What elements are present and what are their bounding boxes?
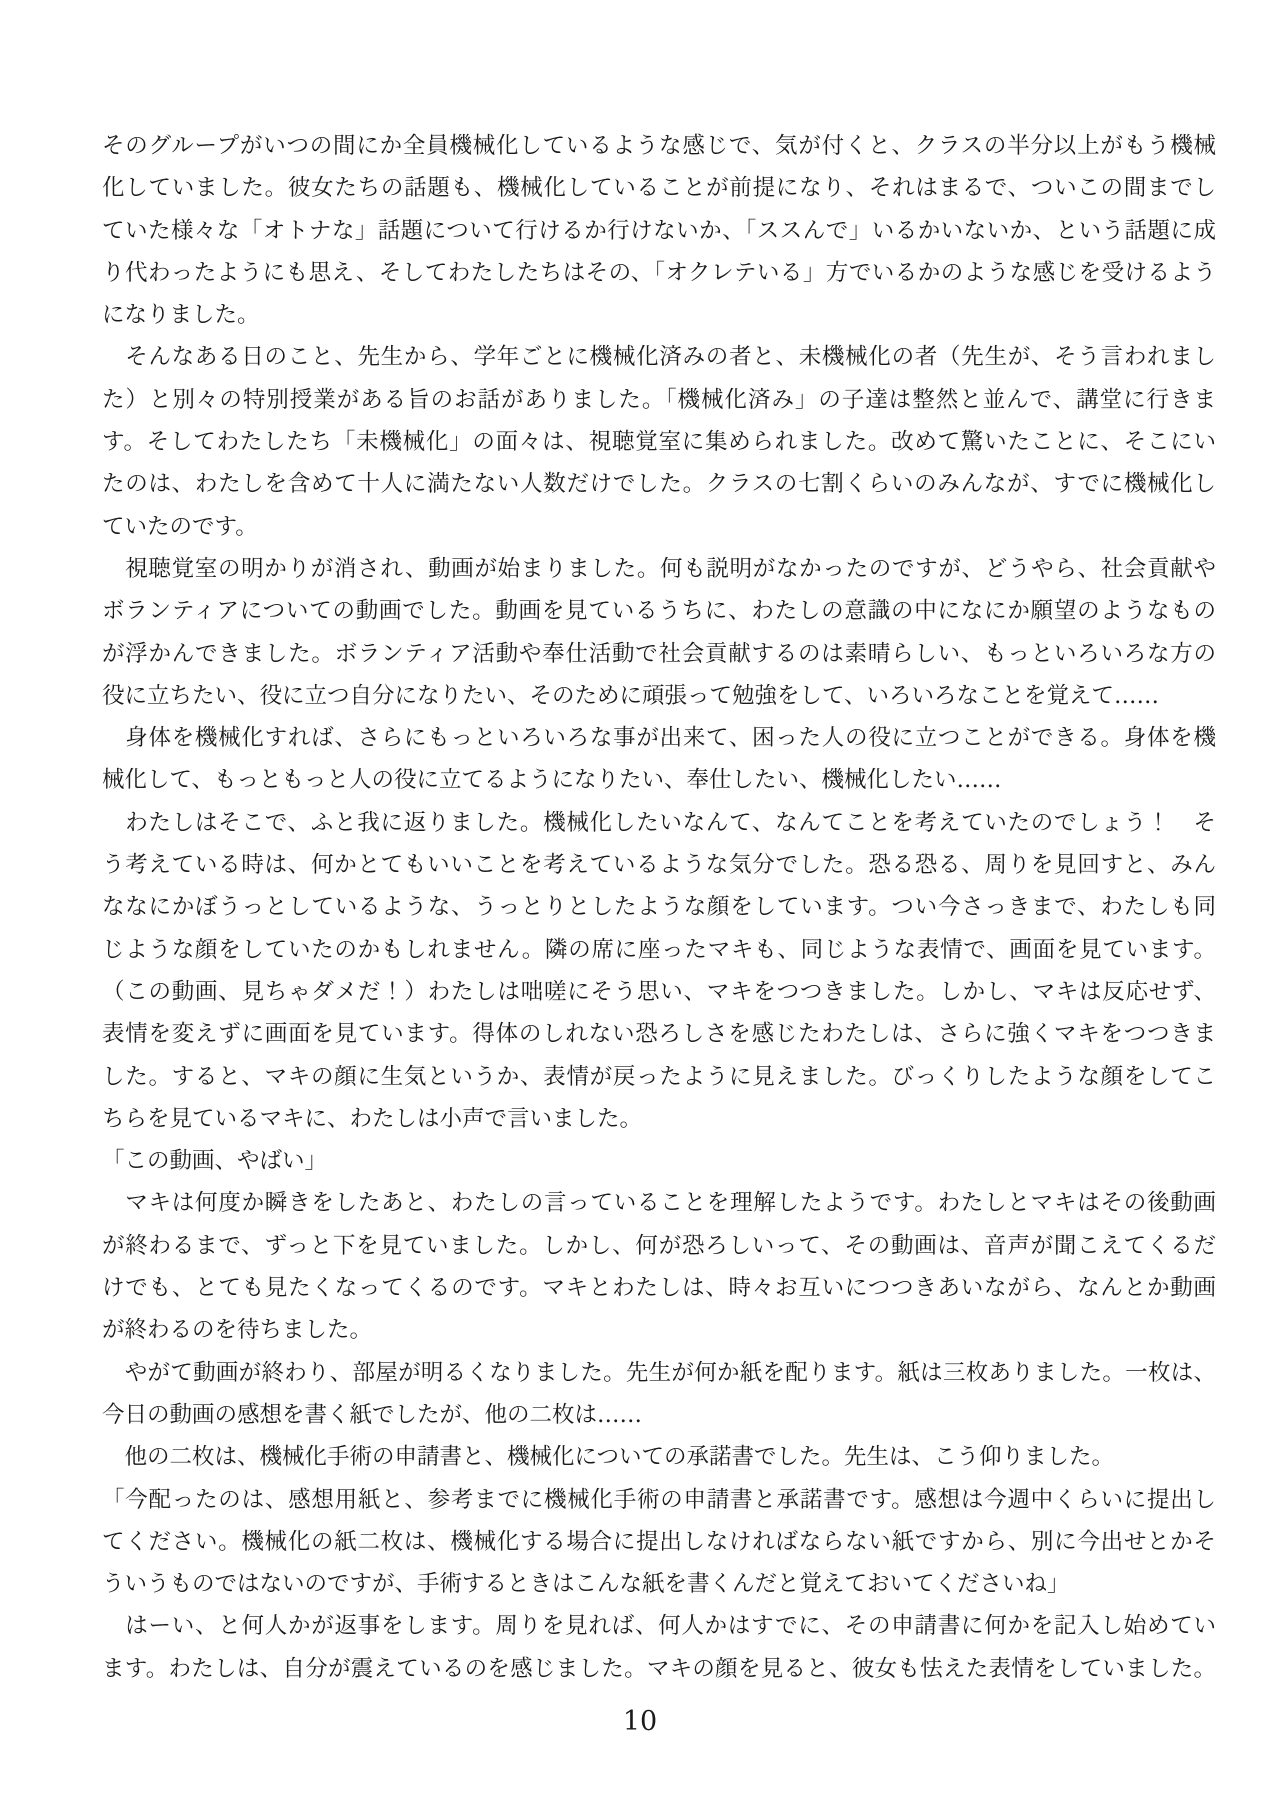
text-line: した。すると、マキの顔に生気というか、表情が戻ったように見えました。びっくりしたような顔をしてこ — [102, 1063, 1216, 1090]
text-line: た）と別々の特別授業がある旨のお話がありました。「機械化済み」の子達は整然と並んで、講堂に行きま — [102, 386, 1216, 413]
text-line: たのは、わたしを含めて十人に満たない人数だけでした。クラスの七割くらいのみんなが、すでに機械化し — [102, 471, 1216, 498]
text-line: ボランティアについての動画でした。動画を見ているうちに、わたしの意識の中になにか願望のようなもの — [102, 598, 1216, 625]
text-line: 身体を機械化すれば、さらにもっといろいろな事が出来て、困った人の役に立つことができる。身体を機 — [102, 725, 1216, 752]
text-line: 今日の動画の感想を書く紙でしたが、他の二枚は…… — [102, 1401, 643, 1428]
text-line: マキは何度か瞬きをしたあと、わたしの言っていることを理解したようです。わたしとマキはその後動画 — [102, 1190, 1216, 1217]
text-line: が終わるまで、ずっと下を見ていました。しかし、何が恐ろしいって、その動画は、音声が聞こえてくるだ — [102, 1232, 1216, 1259]
text-line: ます。わたしは、自分が震えているのを感じました。マキの顔を見ると、彼女も怯えた表情をしていました。 — [102, 1655, 1216, 1682]
text-line: （この動画、見ちゃダメだ！）わたしは咄嗟にそう思い、マキをつつきました。しかし、マキは反応せず、 — [102, 978, 1216, 1005]
text-line: が浮かんできました。ボランティア活動や奉仕活動で社会貢献するのは素晴らしい、もっといろいろな方の — [102, 640, 1216, 667]
text-line: はーい、と何人かが返事をします。周りを見れば、何人かはすでに、その申請書に何かを記入し始めてい — [102, 1613, 1216, 1640]
body-text — [102, 125, 1216, 1690]
text-line: 表情を変えずに画面を見ています。得体のしれない恐ろしさを感じたわたしは、さらに強くマキをつつきま — [102, 1021, 1216, 1048]
text-line: ていた様々な「オトナな」話題について行けるか行けないか、「ススんで」いるかいないか、という話題に成 — [102, 217, 1216, 244]
text-line: そんなある日のこと、先生から、学年ごとに機械化済みの者と、未機械化の者（先生が、そう言われまし — [102, 344, 1216, 371]
text-line: が終わるのを待ちました。 — [102, 1317, 373, 1344]
text-line: 役に立ちたい、役に立つ自分になりたい、そのために頑張って勉強をして、いろいろなことを覚えて…… — [102, 682, 1160, 709]
text-line: わたしはそこで、ふと我に返りました。機械化したいなんて、なんてことを考えていたのでしょう！ そ — [102, 809, 1216, 836]
page-number: 10 — [622, 1706, 658, 1737]
text-line: てください。機械化の紙二枚は、機械化する場合に提出しなければならない紙ですから、別に今出せとかそ — [102, 1528, 1216, 1555]
text-line: す。そしてわたしたち「未機械化」の面々は、視聴覚室に集められました。改めて驚いたことに、そこにい — [102, 429, 1216, 456]
text-line: 「今配ったのは、感想用紙と、参考までに機械化手術の申請書と承諾書です。感想は今週中くらいに提出し — [102, 1486, 1216, 1513]
text-line: 械化して、もっともっと人の役に立てるようになりたい、奉仕したい、機械化したい…… — [102, 767, 1002, 794]
text-line: 化していました。彼女たちの話題も、機械化していることが前提になり、それはまるで、ついこの間までし — [102, 175, 1216, 202]
text-line: そのグループがいつの間にか全員機械化しているような感じで、気が付くと、クラスの半分以上がもう機械 — [102, 133, 1216, 159]
text-line: じような顔をしていたのかもしれません。隣の席に座ったマキも、同じような表情で、画面を見ています。 — [102, 936, 1216, 963]
text-line: 視聴覚室の明かりが消され、動画が始まりました。何も説明がなかったのですが、どうやら、社会貢献や — [102, 555, 1216, 582]
text-line: やがて動画が終わり、部屋が明るくなりました。先生が何か紙を配ります。紙は三枚ありました。一枚は、 — [102, 1359, 1216, 1386]
text-line: ていたのです。 — [102, 513, 258, 540]
text-line: ちらを見ているマキに、わたしは小声で言いました。 — [102, 1105, 643, 1132]
text-line: 他の二枚は、機械化手術の申請書と、機械化についての承諾書でした。先生は、こう仰りました。 — [102, 1444, 1115, 1471]
text-line: けでも、とても見たくなってくるのです。マキとわたしは、時々お互いにつつきあいながら、なんとか動画 — [102, 1275, 1216, 1302]
text-line: ういうものではないのですが、手術するときはこんな紙を書くんだと覚えておいてくださいね」 — [102, 1571, 1070, 1598]
text-line: ななにかぼうっとしているような、うっとりとしたような顔をしています。つい今さっきまで、わたしも同 — [102, 894, 1216, 921]
text-line: う考えている時は、何かとてもいいことを考えているような気分でした。恐る恐る、周りを見回すと、みん — [102, 852, 1216, 879]
text-line: り代わったようにも思え、そしてわたしたちはその、「オクレテいる」方でいるかのような感じを受けるよう — [102, 259, 1216, 286]
text-line: 「この動画、やばい」 — [102, 1148, 328, 1175]
text-line: になりました。 — [102, 302, 260, 329]
